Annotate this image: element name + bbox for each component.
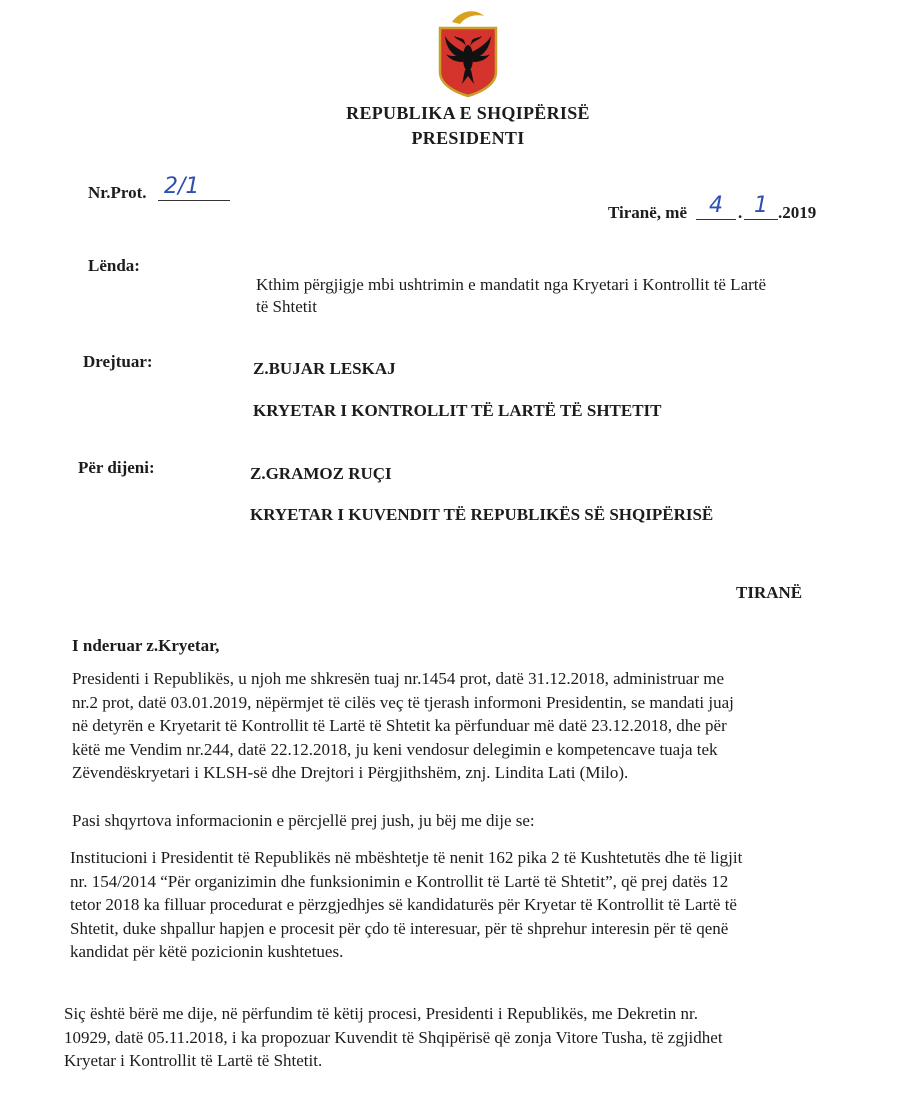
subject-line-1: Kthim përgjigje mbi ushtrimin e mandatit nga Kryetari i Kontrollit të Lartë — [256, 275, 767, 294]
greeting: I nderuar z.Kryetar, — [72, 636, 220, 655]
cc-name: Z.GRAMOZ RUÇI — [250, 464, 392, 483]
cc-title: KRYETAR I KUVENDIT TË REPUBLIKËS SË SHQIPËRISË — [250, 505, 714, 524]
prot-value: 2/1 — [164, 174, 200, 199]
paragraph-3-line: kandidat për këtë pozicionin kushtetues. — [70, 942, 344, 961]
date-sep: . — [738, 203, 743, 222]
addressee-name: Z.BUJAR LESKAJ — [253, 359, 396, 378]
prot-label: Nr.Prot. — [88, 183, 147, 202]
paragraph-1-line: Presidenti i Republikës, u njoh me shkresën tuaj nr.1454 prot, datë 31.12.2018, administruar me — [72, 669, 725, 688]
office-title: PRESIDENTI — [411, 128, 525, 148]
cc-label: Për dijeni: — [78, 458, 155, 477]
country-title: REPUBLIKA E SHQIPËRISË — [346, 103, 590, 123]
location: TIRANË — [736, 583, 803, 602]
paragraph-4-line: Kryetar i Kontrollit të Lartë të Shtetit. — [64, 1051, 323, 1070]
date-month: 1 — [744, 193, 778, 220]
date-label: Tiranë, më — [608, 203, 688, 222]
date-day: 4 — [696, 193, 736, 220]
addressee-label: Drejtuar: — [83, 352, 153, 371]
albanian-coat-of-arms-icon — [436, 6, 500, 98]
prot-number-handwritten — [158, 174, 230, 201]
paragraph-1-line: në detyrën e Kryetarit të Kontrollit të Lartë të Shtetit ka përfunduar më datë 23.12.2018, dhe për — [72, 716, 727, 735]
paragraph-3-line: tetor 2018 ka filluar procedurat e përzgjedhjes së kandidaturës për Kryetar të Kontrollit të Lartë të — [70, 895, 737, 914]
paragraph-1-line: këtë me Vendim nr.244, datë 22.12.2018, ju keni vendosur delegimin e kompetencave tuaja tek — [72, 739, 718, 759]
paragraph-2: Pasi shqyrtova informacionin e përcjellë prej jush, ju bëj me dije se: — [72, 811, 535, 830]
subject-line-2: të Shtetit — [256, 297, 317, 316]
paragraph-4-line: Siç është bërë me dije, në përfundim të këtij procesi, Presidenti i Republikës, me Dekretin nr. — [64, 1004, 699, 1023]
paragraph-3-line: nr. 154/2014 “Për organizimin dhe funksionimin e Kontrollit të Lartë të Shtetit”, që prej datës 12 — [70, 871, 729, 891]
subject-label: Lënda: — [88, 256, 140, 275]
date-year: .2019 — [778, 203, 817, 222]
paragraph-1-line: nr.2 prot, datë 03.01.2019, nëpërmjet të cilës veç të tjerash informoni Presidentin, se mandati juaj — [72, 692, 734, 712]
paragraph-1 — [72, 667, 822, 785]
paragraph-4 — [64, 1002, 824, 1073]
paragraph-3-line: Shtetit, duke shpallur hapjen e procesit për çdo të interesuar, për të shprehur interesin për të qenë — [70, 918, 729, 938]
paragraph-3-line: Institucioni i Presidentit të Republikës në mbështetje të nenit 162 pika 2 të Kushtetutës dhe të ligjit — [70, 848, 743, 867]
addressee-title: KRYETAR I KONTROLLIT TË LARTË TË SHTETIT — [253, 401, 662, 420]
paragraph-4-line: 10929, datë 05.11.2018, i ka propozuar Kuvendit të Shqipërisë që zonja Vitore Tusha, të zgjidhet — [64, 1027, 723, 1047]
paragraph-3 — [70, 846, 822, 964]
paragraph-1-line: Zëvendëskryetari i KLSH-së dhe Drejtori i Përgjithshëm, znj. Lindita Lati (Milo). — [72, 763, 629, 782]
